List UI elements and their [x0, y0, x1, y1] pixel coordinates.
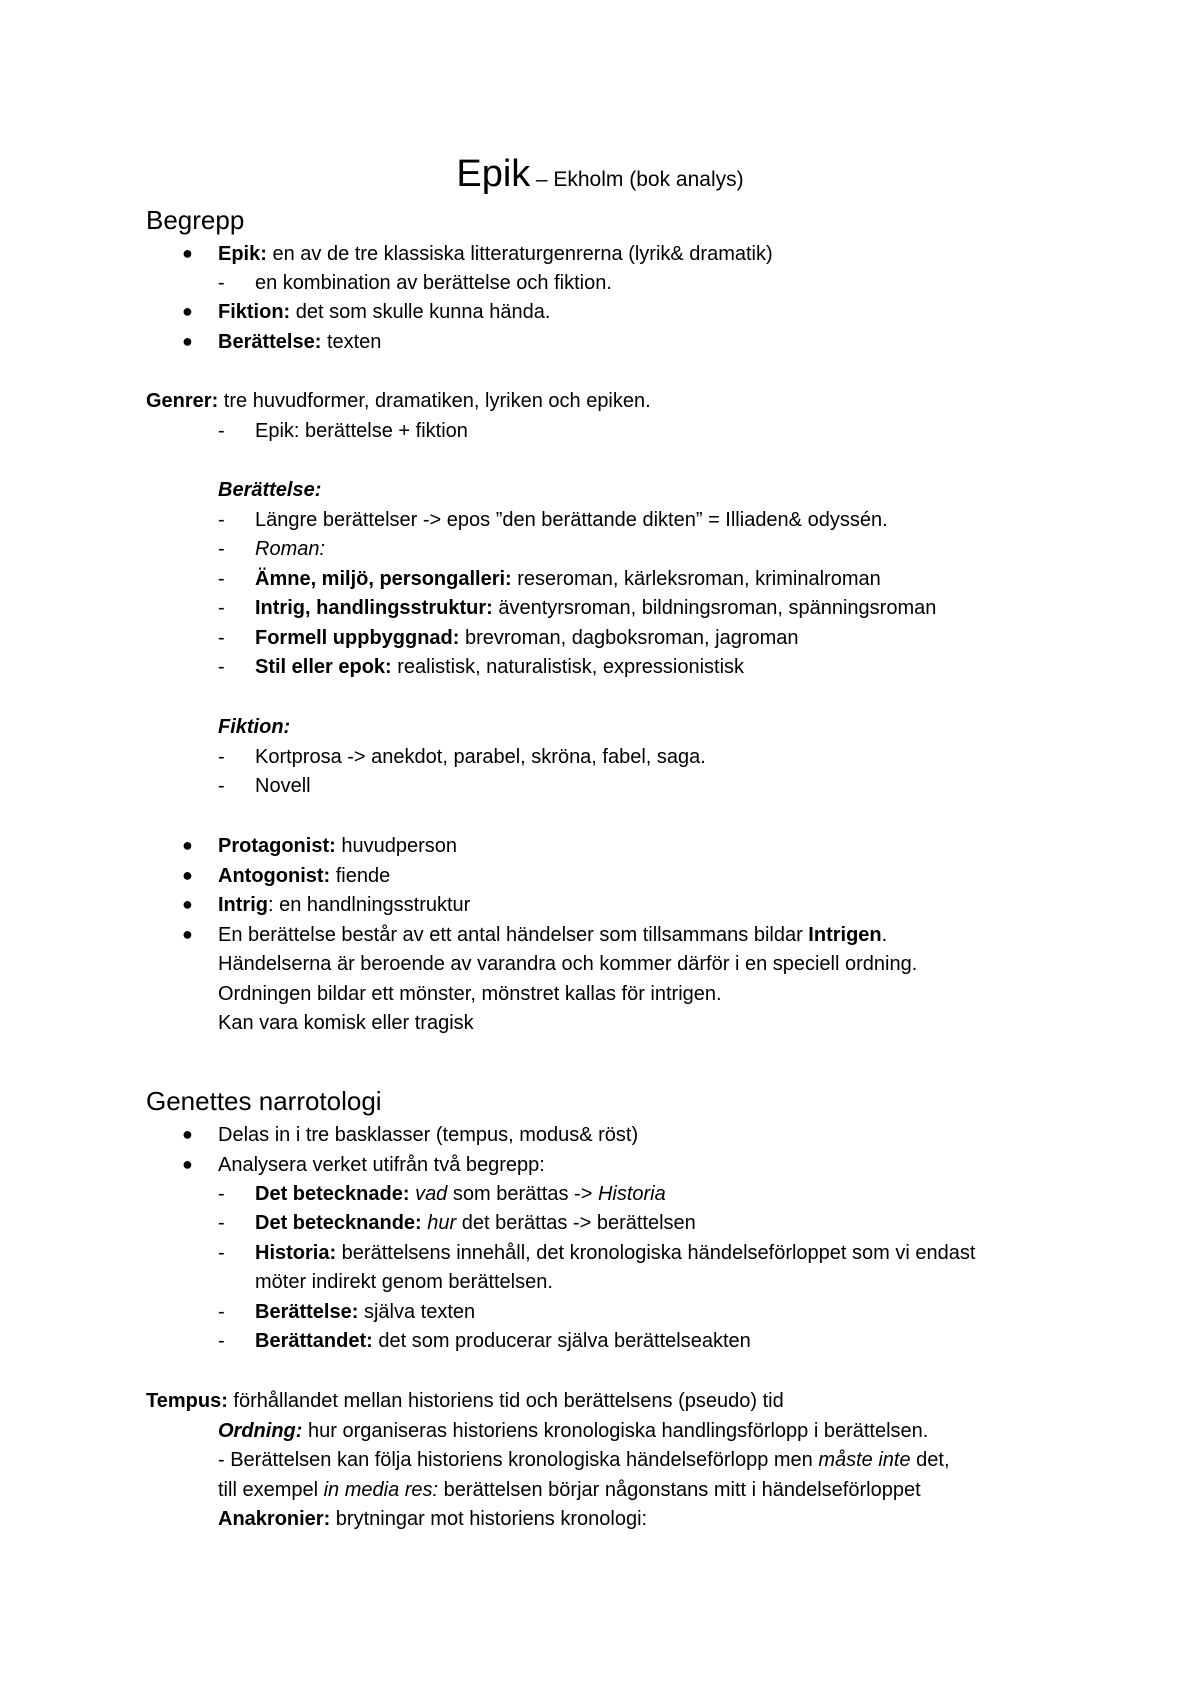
text-det: det, [910, 1449, 950, 1471]
text-historia-def: berättelsens innehåll, det kronologiska händelseförloppet som vi endast [336, 1242, 976, 1264]
text-berattas: som berättas -> [447, 1183, 598, 1205]
dash-icon: - [218, 420, 225, 442]
genette-d3 [255, 1240, 975, 1266]
dash-icon: - [218, 1183, 225, 1205]
dash-icon: - [218, 656, 225, 678]
label-stil: Stil eller epok: [255, 656, 392, 678]
dash-icon: - [218, 272, 225, 294]
tempus-anakronier [218, 1506, 647, 1532]
text-berattandet: det som producerar själva berättelseakten [372, 1330, 751, 1352]
heading-berattelse: Berättelse: [218, 479, 322, 501]
title-main: Epik [456, 153, 531, 195]
bullet-icon: ● [182, 1154, 193, 1174]
text-berattelse-g: själva texten [358, 1301, 476, 1323]
tempus-l2 [218, 1447, 950, 1473]
dash-icon: - [218, 1212, 225, 1234]
label-berattelse: Berättelse: [218, 331, 322, 353]
label-betecknade: Det betecknade: [255, 1183, 410, 1205]
item-fiktion [218, 299, 550, 325]
genette-d1 [255, 1181, 666, 1207]
label-berattelse-g: Berättelse: [255, 1301, 359, 1323]
text-formell: brevroman, dagboksroman, jagroman [459, 627, 799, 649]
berattelse-l1: Längre berättelser -> epos ”den berättande dikten” = Illiaden& odyssén. [255, 509, 888, 531]
text-vad: vad [415, 1183, 448, 1205]
text-intrig-role: : en handlningsstruktur [268, 894, 471, 916]
text-amne: reseroman, kärleksroman, kriminalroman [511, 568, 881, 590]
dash-icon: - [218, 1242, 225, 1264]
bullet-icon: ● [182, 301, 193, 321]
heading-fiktion: Fiktion: [218, 716, 291, 738]
text-antogonist: fiende [330, 865, 391, 887]
dash-icon: - [218, 627, 225, 649]
label-intrig-role: Intrig [218, 894, 268, 916]
text-berattelse: texten [321, 331, 382, 353]
text-borjar: berättelsen börjar någonstans mitt i händelseförloppet [438, 1479, 921, 1501]
heading-genette: Genettes narrotologi [146, 1086, 382, 1116]
genrer-line [146, 388, 651, 414]
label-amne: Ämne, miljö, persongalleri: [255, 568, 512, 590]
label-ordning: Ordning: [218, 1420, 303, 1442]
berattelse-l4 [255, 595, 936, 621]
text-anakronier: brytningar mot historiens kronologi: [330, 1508, 648, 1530]
text-det-berattas: det berättas -> berättelsen [456, 1212, 696, 1234]
item-handelser [218, 922, 887, 948]
fiktion-l1: Kortprosa -> anekdot, parabel, skröna, fabel, saga. [255, 746, 706, 768]
label-fiktion: Fiktion: [218, 301, 291, 323]
genrer-epik: Epik: berättelse + fiktion [255, 420, 468, 442]
berattelse-l6 [255, 654, 744, 680]
label-berattandet: Berättandet: [255, 1330, 373, 1352]
genette-b1: Delas in i tre basklasser (tempus, modus& röst) [218, 1124, 639, 1146]
dash-icon: - [218, 597, 225, 619]
item-antogonist [218, 863, 390, 889]
berattelse-l3 [255, 566, 881, 592]
item-epik-sub: en kombination av berättelse och fiktion. [255, 272, 612, 294]
bullet-icon: ● [182, 331, 193, 351]
bullet-icon: ● [182, 243, 193, 263]
label-intrig: Intrig, handlingsstruktur: [255, 597, 493, 619]
text-ordning: hur organiseras historiens kronologiska handlingsförlopp i berättelsen. [302, 1420, 929, 1442]
item-epik [218, 241, 773, 267]
label-epik: Epik: [218, 243, 267, 265]
bullet-icon: ● [182, 1124, 193, 1144]
text-historia: Historia [597, 1183, 666, 1205]
text-hur: hur [427, 1212, 457, 1234]
dash-icon: - [218, 775, 225, 797]
genette-d2 [255, 1210, 696, 1236]
text-maste-inte: måste inte [818, 1449, 911, 1471]
berattelse-l5 [255, 625, 799, 651]
label-historia: Historia: [255, 1242, 337, 1264]
label-protagonist: Protagonist: [218, 835, 336, 857]
dash-icon: - [218, 568, 225, 590]
item-berattelse [218, 329, 381, 355]
text-protagonist: huvudperson [335, 835, 457, 857]
label-formell: Formell uppbyggnad: [255, 627, 460, 649]
text-tempus: förhållandet mellan historiens tid och berättelsens (pseudo) tid [227, 1390, 784, 1412]
genette-b2: Analysera verket utifrån två begrepp: [218, 1154, 545, 1176]
tempus-line [146, 1388, 784, 1414]
genette-d5 [255, 1328, 751, 1354]
fiktion-l2: Novell [255, 775, 311, 797]
tempus-ordning [218, 1418, 928, 1444]
text-stil: realistisk, naturalistisk, expressionistisk [391, 656, 745, 678]
berattelse-l2: Roman: [255, 538, 326, 560]
text-genrer: tre huvudformer, dramatiken, lyriken och epiken. [218, 390, 651, 412]
text-handelser: En berättelse består av ett antal händelser som tillsammans bildar [218, 924, 809, 946]
label-genrer: Genrer: [146, 390, 219, 412]
title-sub: – Ekholm (bok analys) [535, 168, 744, 191]
label-intrigen: Intrigen [808, 924, 882, 946]
handelser-l2: Händelserna är beroende av varandra och kommer därför i en speciell ordning. [218, 953, 918, 975]
tempus-l3 [218, 1477, 921, 1503]
label-tempus: Tempus: [146, 1390, 228, 1412]
dash-icon: - [218, 509, 225, 531]
dash-icon: - [218, 746, 225, 768]
genette-d3-cont: möter indirekt genom berättelsen. [255, 1271, 553, 1293]
genette-d4 [255, 1299, 475, 1325]
label-antogonist: Antogonist: [218, 865, 331, 887]
text-kan-folja: - Berättelsen kan följa historiens kronologiska händelseförlopp men [218, 1449, 819, 1471]
bullet-icon: ● [182, 865, 193, 885]
item-intrig [218, 892, 470, 918]
text-in-media-res: in media res: [323, 1479, 439, 1501]
label-anakronier: Anakronier: [218, 1508, 331, 1530]
handelser-l4: Kan vara komisk eller tragisk [218, 1012, 474, 1034]
dash-icon: - [218, 1330, 225, 1352]
text-till-exempel: till exempel [218, 1479, 324, 1501]
heading-begrepp: Begrepp [146, 205, 245, 235]
label-betecknande: Det betecknande: [255, 1212, 422, 1234]
item-protagonist [218, 833, 457, 859]
dash-icon: - [218, 538, 225, 560]
handelser-l3: Ordningen bildar ett mönster, mönstret kallas för intrigen. [218, 983, 722, 1005]
text-intrig: äventyrsroman, bildningsroman, spänningsroman [492, 597, 937, 619]
text-epik: en av de tre klassiska litteraturgenrerna (lyrik& dramatik) [266, 243, 773, 265]
text-fiktion: det som skulle kunna hända. [290, 301, 551, 323]
bullet-icon: ● [182, 894, 193, 914]
punct: . [881, 924, 888, 946]
document-title [0, 152, 1200, 202]
bullet-icon: ● [182, 835, 193, 855]
dash-icon: - [218, 1301, 225, 1323]
bullet-icon: ● [182, 924, 193, 944]
